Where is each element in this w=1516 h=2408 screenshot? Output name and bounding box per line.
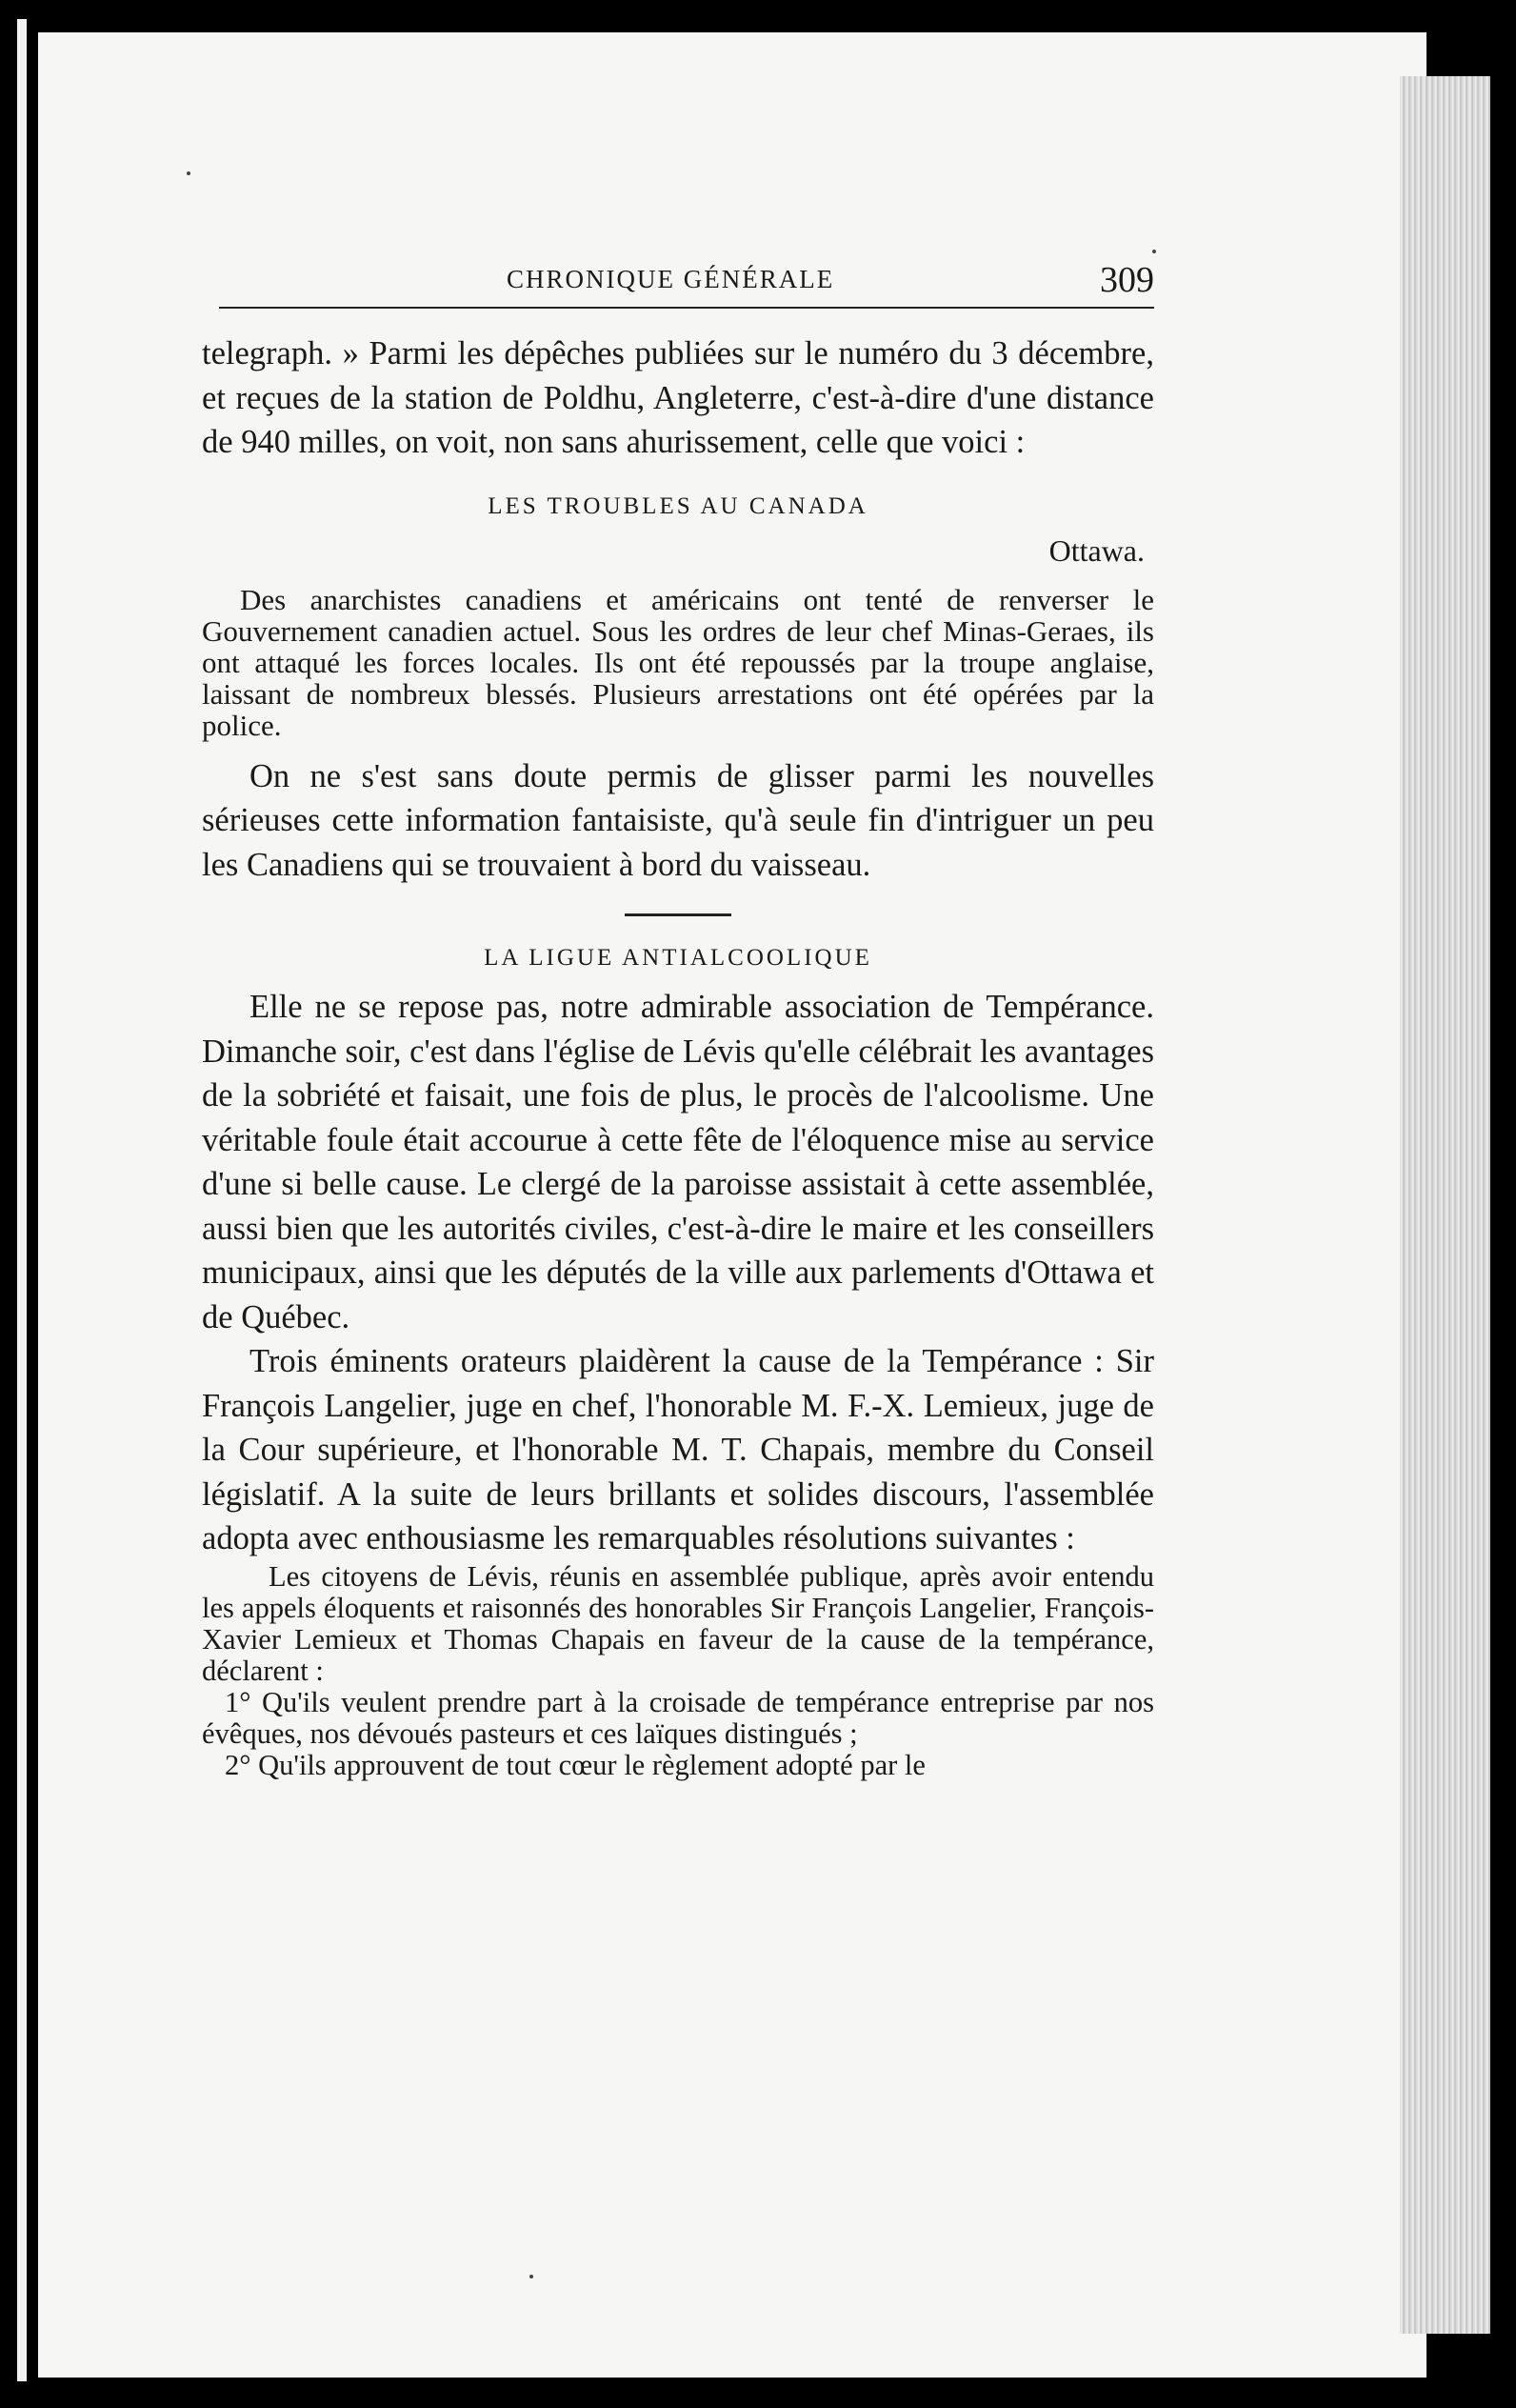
running-head: CHRONIQUE GÉNÉRALE (507, 265, 835, 293)
page-header (221, 259, 1154, 301)
dateline-place: Ottawa. (1048, 532, 1145, 568)
scan-left-edge (17, 19, 27, 2381)
page-number: 309 (1100, 260, 1154, 300)
header-rule (219, 307, 1154, 309)
scan-speck (529, 2275, 533, 2278)
paragraph-telegraph: telegraph. » Parmi les dépêches publiées sur le numéro du 3 décembre, et reçues de la station de Poldhu, Angleterre, c'est-à-dire d'une distance de 940 milles, on voit, non sans ahurissement, celle que voici : (202, 335, 1154, 460)
section-divider (625, 913, 731, 916)
paragraph-orateurs: Trois éminents orateurs plaidèrent la cause de la Tempérance : Sir François Langelier, juge en chef, l'honorable M. F.-X. Lemieux, juge de la Cour supérieure, et l'honorable M. T. Chapais, membre du Conseil législatif. A la suite de leurs brillants et solides discours, l'assemblée adopta avec enthousiasme les remarquables résolutions suivantes : (202, 1343, 1154, 1556)
section-title-ligue: LA LIGUE ANTIALCOOLIQUE (484, 945, 872, 971)
quoted-dispatch: Des anarchistes canadiens et américains ont tenté de renverser le Gouvernement canadien actuel. Sous les ordres de leur chef Minas-Geraes, ils ont attaqué les forces locales. Ils ont été repoussés par la troupe anglaise, laissant de nombreux blessés. Plusieurs arrestations ont été opérées par la police. (202, 582, 1154, 742)
resolution-item-1: 1° Qu'ils veulent prendre part à la croisade de tempérance entreprise par nos évêques, nos dévoués pasteurs et ces laïques distingués ; (202, 1685, 1154, 1750)
paragraph-temperance: Elle ne se repose pas, notre admirable association de Tempérance. Dimanche soir, c'est dans l'église de Lévis qu'elle célébrait les avantages de la sobriété et faisait, une fois de plus, le procès de l'alcoolisme. Une véritable foule était accourue à cette fête de l'éloquence mise au service d'une si belle cause. Le clergé de la paroisse assistait à cette assemblée, aussi bien que les autorités civiles, c'est-à-dire le maire et les conseillers municipaux, ainsi que les députés de la ville aux parlements d'Ottawa et de Québec. (202, 989, 1154, 1335)
paragraph-commentary: On ne s'est sans doute permis de glisser parmi les nouvelles sérieuses cette information fantaisiste, qu'à seule fin d'intriguer un peu les Canadiens qui se trouvaient à bord du vaisseau. (202, 757, 1154, 883)
resolution-item-2: 2° Qu'ils approuvent de tout cœur le règlement adopté par le (225, 1748, 926, 1781)
page-body (202, 331, 1154, 1781)
resolution-intro: Les citoyens de Lévis, réunis en assemblée publique, après avoir entendu les appels éloquents et raisonnés des honorables Sir François Langelier, François-Xavier Lemieux et Thomas Chapais en faveur de la cause de la tempérance, déclarent : (202, 1559, 1154, 1687)
scan-speck (187, 171, 190, 175)
scan-speck (1152, 250, 1156, 253)
book-page-edges (1400, 76, 1490, 2334)
section-title-troubles: LES TROUBLES AU CANADA (488, 492, 868, 519)
